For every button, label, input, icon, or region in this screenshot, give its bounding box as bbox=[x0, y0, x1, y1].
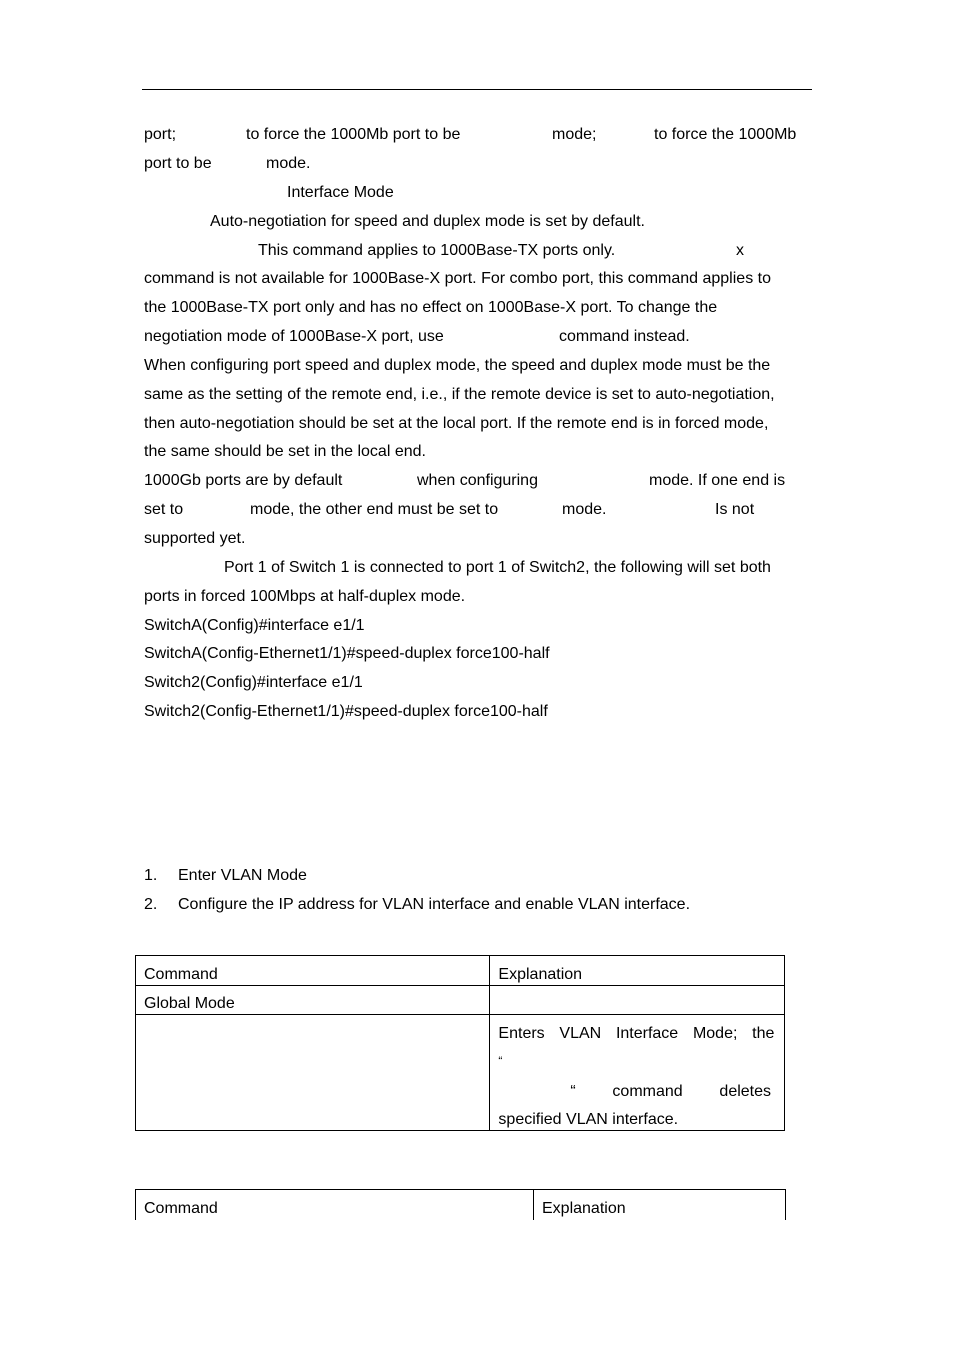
text-fragment: 1000Gb ports are by default bbox=[144, 472, 343, 489]
text-fragment: command instead. bbox=[559, 328, 690, 345]
command-table-2 bbox=[135, 1189, 786, 1220]
text-fragment: mode. bbox=[266, 155, 311, 172]
column-divider bbox=[533, 1190, 534, 1220]
text-fragment: mode. bbox=[562, 501, 607, 518]
code-line: SwitchA(Config)#interface e1/1 bbox=[144, 617, 365, 634]
list-number: 2. bbox=[144, 896, 158, 913]
text-fragment: to force the 1000Mb bbox=[654, 126, 797, 143]
explanation-quote: “ bbox=[498, 1054, 503, 1068]
explanation-word: Enters bbox=[498, 1025, 545, 1042]
table-header-explanation: Explanation bbox=[490, 956, 785, 986]
list-item: Configure the IP address for VLAN interface and enable VLAN interface. bbox=[178, 896, 691, 913]
text-fragment: mode, the other end must be set to bbox=[250, 501, 499, 518]
default-text: Auto-negotiation for speed and duplex mode is set by default. bbox=[210, 213, 645, 230]
paragraph-line: the 1000Base-TX port only and has no effect on 1000Base-X port. To change the bbox=[144, 299, 718, 316]
paragraph-line: supported yet. bbox=[144, 530, 246, 547]
explanation-word: VLAN bbox=[559, 1025, 602, 1042]
header-rule bbox=[142, 89, 812, 90]
text-fragment: port to be bbox=[144, 155, 212, 172]
explanation-line: specified VLAN interface. bbox=[498, 1111, 679, 1128]
code-line: Switch2(Config)#interface e1/1 bbox=[144, 674, 363, 691]
text-fragment: to force the 1000Mb port to be bbox=[246, 126, 461, 143]
table-cell-explanation bbox=[490, 1015, 785, 1131]
usage-guide-text: This command applies to 1000Base-TX ports only. bbox=[258, 242, 616, 259]
paragraph-line: then auto-negotiation should be set at the local port. If the remote end is in forced mode, bbox=[144, 415, 769, 432]
paragraph-line: command is not available for 1000Base-X port. For combo port, this command applies to bbox=[144, 270, 771, 287]
explanation-word: Interface bbox=[615, 1025, 679, 1042]
paragraph-line: When configuring port speed and duplex mode, the speed and duplex mode must be the bbox=[144, 357, 771, 374]
code-line: Switch2(Config-Ethernet1/1)#speed-duplex force100-half bbox=[144, 703, 548, 720]
table-cell-command bbox=[136, 1015, 490, 1131]
example-text: Port 1 of Switch 1 is connected to port 1 of Switch2, the following will set both bbox=[224, 559, 771, 576]
list-item: Enter VLAN Mode bbox=[178, 867, 307, 884]
table-header-command: Command bbox=[144, 1200, 218, 1217]
explanation-quote: “ bbox=[570, 1083, 576, 1100]
code-line: SwitchA(Config-Ethernet1/1)#speed-duplex force100-half bbox=[144, 645, 550, 662]
text-fragment: x bbox=[736, 242, 744, 259]
paragraph-line: ports in forced 100Mbps at half-duplex mode. bbox=[144, 588, 466, 605]
table-cell-mode: Global Mode bbox=[136, 986, 490, 1015]
text-fragment: set to bbox=[144, 501, 184, 518]
text-fragment: when configuring bbox=[417, 472, 538, 489]
table-cell-empty bbox=[490, 986, 785, 1015]
paragraph-line: negotiation mode of 1000Base-X port, use bbox=[144, 328, 444, 345]
command-table bbox=[135, 955, 785, 1131]
explanation-word: deletes bbox=[719, 1083, 772, 1100]
explanation-word: the bbox=[752, 1025, 775, 1042]
text-fragment: port; bbox=[144, 126, 177, 143]
command-mode: Interface Mode bbox=[287, 184, 394, 201]
text-fragment: mode; bbox=[552, 126, 597, 143]
explanation-word: command bbox=[612, 1083, 683, 1100]
paragraph-line: the same should be set in the local end. bbox=[144, 443, 426, 460]
text-fragment: Is not bbox=[715, 501, 755, 518]
table-header-explanation: Explanation bbox=[542, 1200, 626, 1217]
text-fragment: mode. If one end is bbox=[649, 472, 786, 489]
explanation-word: Mode; bbox=[692, 1025, 738, 1042]
paragraph-line: same as the setting of the remote end, i.e., if the remote device is set to auto-negotiation, bbox=[144, 386, 775, 403]
table-header-command: Command bbox=[136, 956, 490, 986]
list-number: 1. bbox=[144, 867, 158, 884]
